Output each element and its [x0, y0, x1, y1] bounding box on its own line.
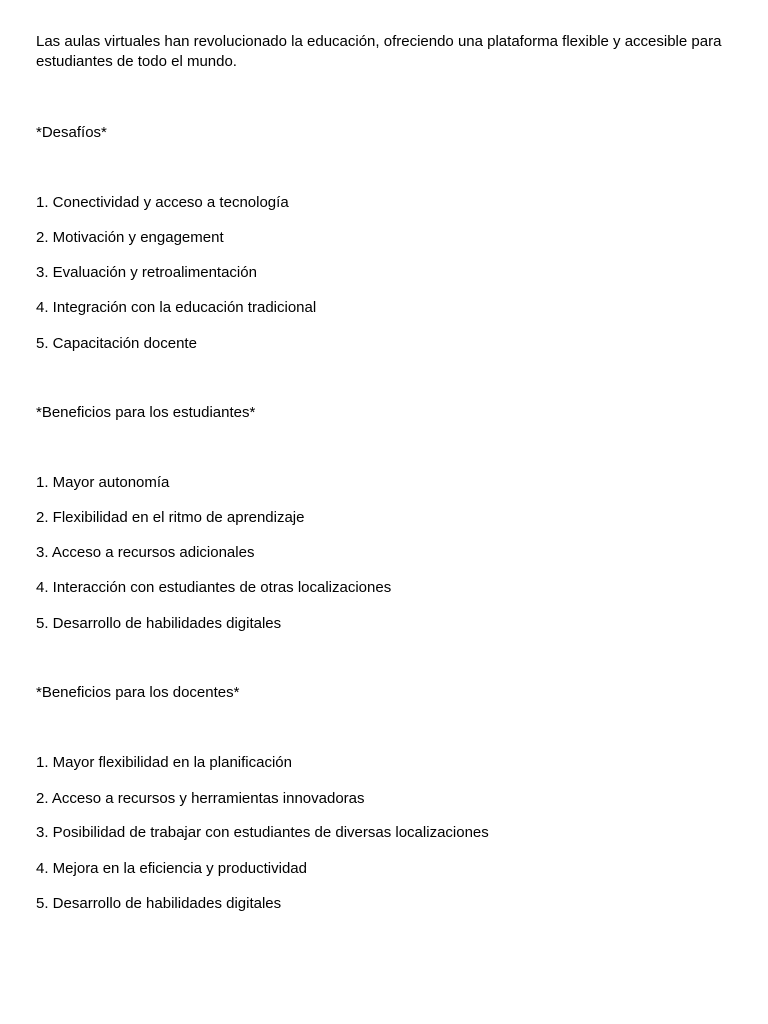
list-item: 2. Acceso a recursos y herramientas innovadoras	[36, 790, 365, 807]
list-item: 3. Acceso a recursos adicionales	[36, 544, 255, 561]
list-item: 4. Mejora en la eficiencia y productividad	[36, 860, 307, 877]
list-item: 2. Flexibilidad en el ritmo de aprendizaje	[36, 509, 305, 526]
list-item: 5. Desarrollo de habilidades digitales	[36, 895, 282, 912]
list-item: 4. Integración con la educación tradicional	[36, 299, 317, 316]
section-title-desafios: *Desafíos*	[36, 124, 107, 141]
list-item: 2. Motivación y engagement	[36, 229, 224, 246]
list-item: 5. Desarrollo de habilidades digitales	[36, 615, 282, 632]
section-title-beneficios-docentes: *Beneficios para los docentes*	[36, 684, 240, 701]
list-item: 3. Evaluación y retroalimentación	[36, 264, 257, 281]
list-item: 3. Posibilidad de trabajar con estudiantes de diversas localizaciones	[36, 824, 489, 841]
list-item: 1. Mayor flexibilidad en la planificación	[36, 754, 292, 771]
list-item: 4. Interacción con estudiantes de otras localizaciones	[36, 579, 392, 596]
list-item: 1. Conectividad y acceso a tecnología	[36, 194, 289, 211]
intro-paragraph: Las aulas virtuales han revolucionado la educación, ofreciendo una plataforma flexible y accesible para estudiantes de todo el mundo.	[36, 33, 722, 70]
list-item: 5. Capacitación docente	[36, 335, 197, 352]
section-title-beneficios-estudiantes: *Beneficios para los estudiantes*	[36, 404, 256, 421]
list-item: 1. Mayor autonomía	[36, 474, 170, 491]
document-page	[36, 32, 726, 912]
